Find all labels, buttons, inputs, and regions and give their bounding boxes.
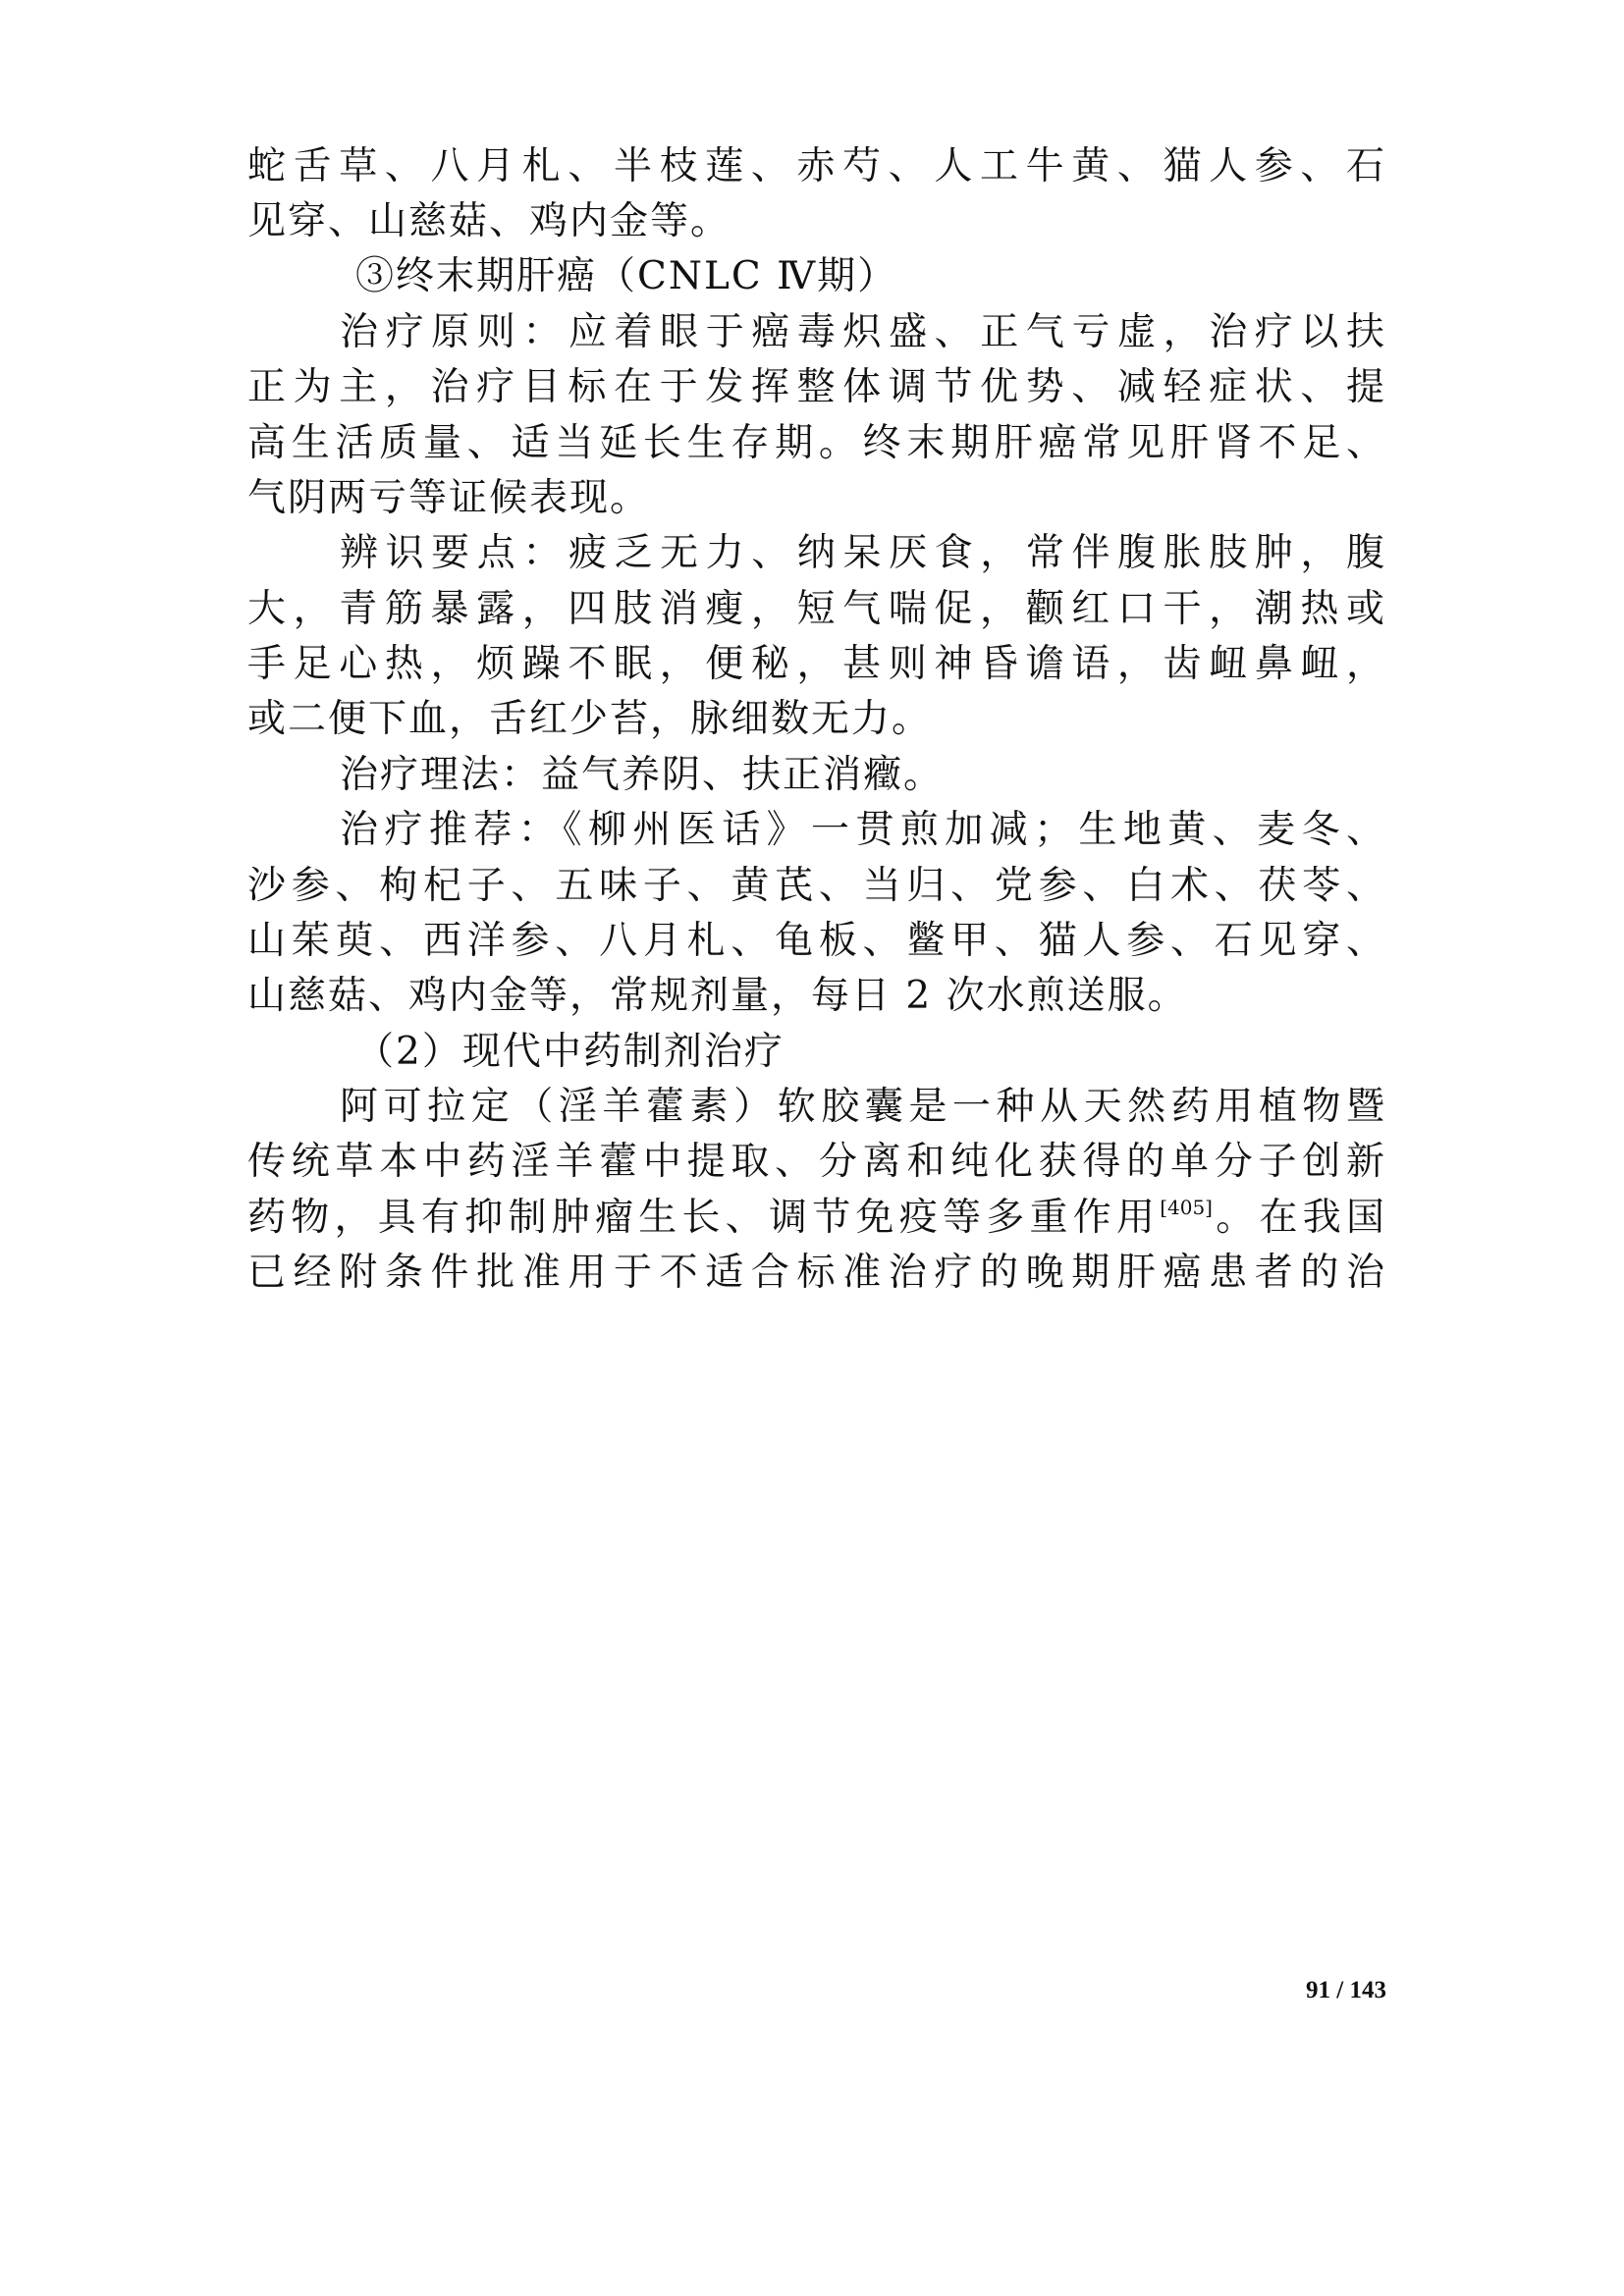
paragraph-line — [247, 1187, 1386, 1250]
paragraph-line: 传统草本中药淫羊藿中提取、分离和纯化获得的单分子创新 — [247, 1140, 1386, 1184]
paragraph-line: 已经附条件批准用于不适合标准治疗的晚期肝癌患者的治 — [247, 1251, 1386, 1295]
paragraph-text: 。在我国 — [1212, 1196, 1386, 1240]
paragraph-text: 药物，具有抑制肿瘤生长、调节免疫等多重作用 — [247, 1196, 1161, 1240]
citation-reference[interactable]: [405] — [1160, 1196, 1213, 1219]
paragraph-line: 治疗原则：应着眼于癌毒炽盛、正气亏虚，治疗以扶 — [340, 310, 1386, 354]
paragraph-line: 山慈菇、鸡内金等，常规剂量，每日 2 次水煎送服。 — [247, 974, 1188, 1018]
paragraph-line: 正为主，治疗目标在于发挥整体调节优势、减轻症状、提 — [247, 365, 1386, 409]
paragraph-line: 气阴两亏等证候表现。 — [247, 476, 651, 520]
paragraph-line: 蛇舌草、八月札、半枝莲、赤芍、人工牛黄、猫人参、石 — [247, 144, 1386, 188]
paragraph-line: 阿可拉定（淫羊藿素）软胶囊是一种从天然药用植物暨 — [340, 1085, 1386, 1129]
paragraph-line: 手足心热，烦躁不眠，便秘，甚则神昏谵语，齿衄鼻衄， — [247, 642, 1386, 686]
paragraph-line: 大，青筋暴露，四肢消瘦，短气喘促，颧红口干，潮热或 — [247, 587, 1386, 631]
paragraph-line: 沙参、枸杞子、五味子、黄芪、当归、党参、白术、茯苓、 — [247, 864, 1386, 908]
paragraph-line: 高生活质量、适当延长生存期。终末期肝癌常见肝肾不足、 — [247, 421, 1386, 465]
paragraph-line: 山茱萸、西洋参、八月札、龟板、鳖甲、猫人参、石见穿、 — [247, 919, 1386, 963]
section-heading: （2）现代中药制剂治疗 — [355, 1030, 785, 1074]
paragraph-line: 治疗理法：益气养阴、扶正消癥。 — [340, 753, 945, 797]
paragraph-line: 辨识要点：疲乏无力、纳呆厌食，常伴腹胀肢肿，腹 — [340, 531, 1386, 575]
paragraph-line: 或二便下血，舌红少苔，脉细数无力。 — [247, 697, 933, 741]
paragraph-line: 见穿、山慈菇、鸡内金等。 — [247, 199, 731, 243]
page-number: 91 / 143 — [1306, 1977, 1386, 2003]
paragraph-line: 治疗推荐：《柳州医话》一贯煎加减；生地黄、麦冬、 — [340, 808, 1386, 852]
section-heading: ③终末期肝癌（CNLC Ⅳ期） — [355, 254, 898, 298]
